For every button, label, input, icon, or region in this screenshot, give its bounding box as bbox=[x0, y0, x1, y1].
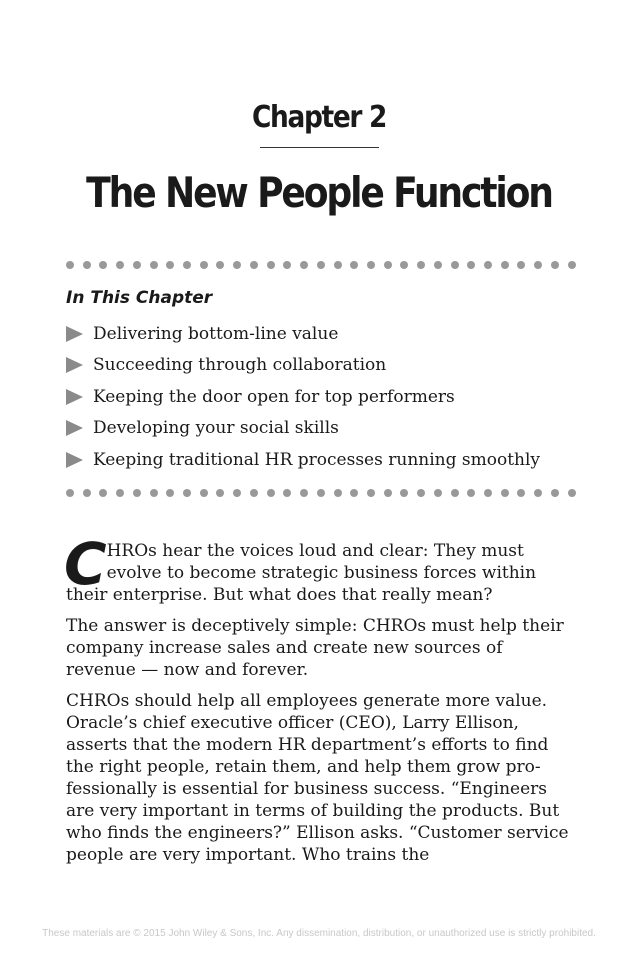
dotted-divider-bottom bbox=[66, 488, 576, 498]
body-paragraph: CHROs should help all employees generate more value. Oracle’s chief executive officer (CEO), Larry Ellison, asserts that the modern HR department’s efforts to find the right people, retain them, and help them grow pro-fessionally is essential for business success. “Engineers are very important in terms of building the products. But who finds the engineers?” Ellison asks. “Customer service people are very important. Who trains the bbox=[66, 691, 569, 865]
chapter-title: The New People Function bbox=[86, 168, 552, 217]
body-paragraph: The answer is deceptively simple: CHROs must help their company increase sales and create new sources of revenue — now and forever. bbox=[66, 616, 564, 680]
chapter-body bbox=[64, 530, 576, 875]
chapter-topics-list bbox=[66, 318, 540, 476]
topic-text: Keeping the door open for top performers bbox=[93, 386, 455, 407]
body-paragraph bbox=[64, 530, 576, 606]
list-item bbox=[66, 444, 540, 476]
arrow-bullet-icon bbox=[66, 452, 83, 468]
topic-text: Delivering bottom-line value bbox=[93, 323, 339, 344]
arrow-bullet-icon bbox=[66, 357, 83, 373]
topic-text: Keeping traditional HR processes running smoothly bbox=[93, 449, 541, 470]
chapter-number-underline bbox=[260, 147, 379, 148]
topic-text: Succeeding through collaboration bbox=[93, 355, 387, 376]
chapter-number: Chapter 2 bbox=[251, 100, 387, 135]
topic-text: Developing your social skills bbox=[93, 418, 339, 439]
drop-cap: C bbox=[64, 530, 105, 598]
list-item bbox=[66, 381, 540, 413]
list-item bbox=[66, 350, 540, 382]
arrow-bullet-icon bbox=[66, 389, 83, 405]
arrow-bullet-icon bbox=[66, 326, 83, 342]
in-this-chapter-heading: In This Chapter bbox=[66, 288, 213, 308]
list-item bbox=[66, 318, 540, 350]
list-item bbox=[66, 413, 540, 445]
dotted-divider-top bbox=[66, 260, 576, 270]
paragraph-text: HROs hear the voices loud and clear: They must evolve to become strategic business forces within their enterprise. But what does that really mean? bbox=[66, 541, 537, 605]
arrow-bullet-icon bbox=[66, 420, 83, 436]
copyright-footer: These materials are © 2015 John Wiley & Sons, Inc. Any dissemination, distribution, or unauthorized use is strictly prohibited. bbox=[42, 928, 596, 939]
